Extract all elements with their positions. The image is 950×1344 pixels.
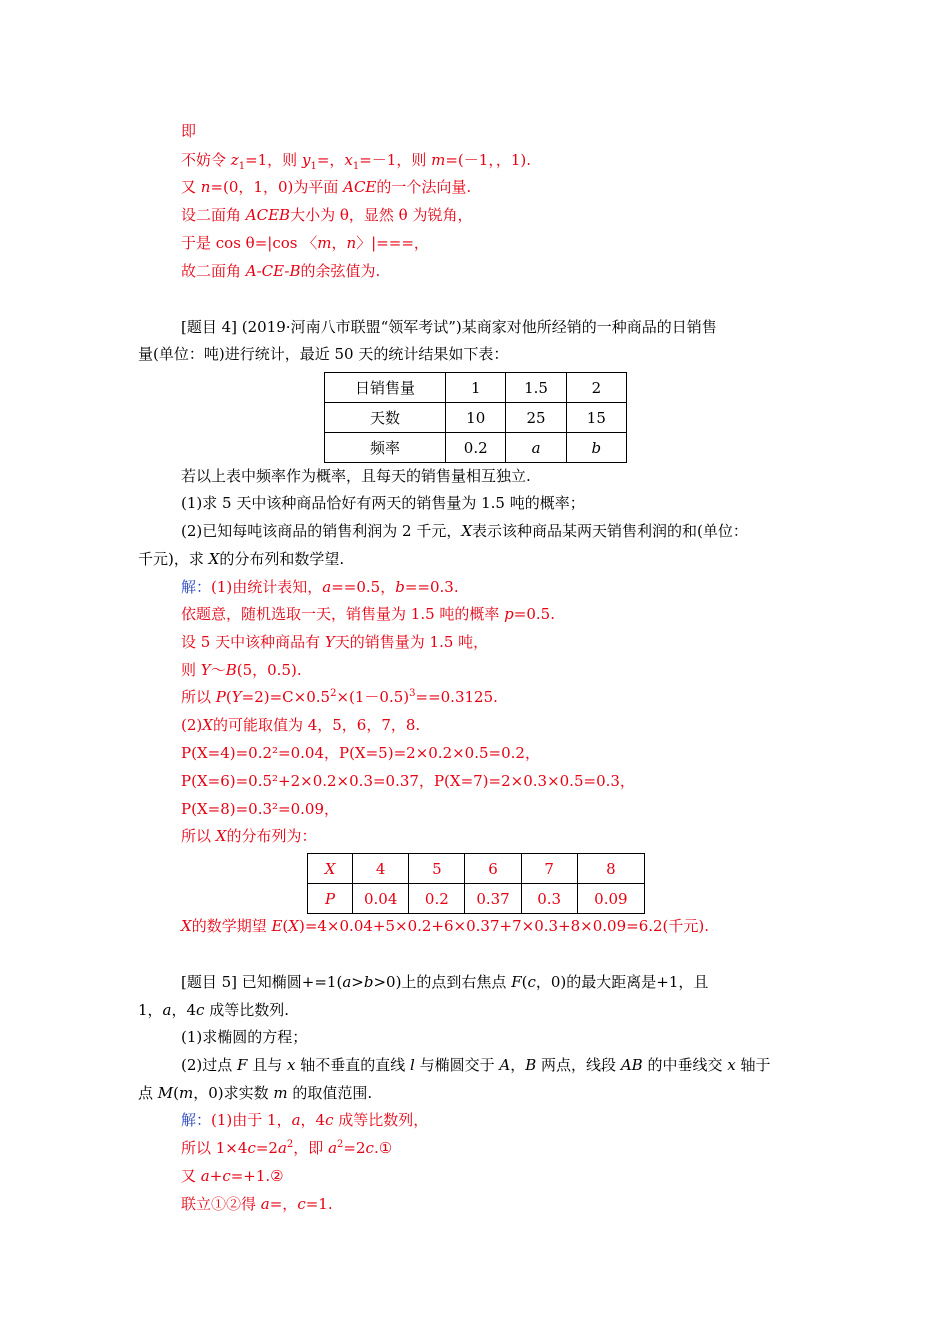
- solution-line: 又 a+c=+1.②: [181, 1167, 284, 1185]
- table-cell: 1.5: [506, 373, 566, 403]
- question-part: (1)求椭圆的方程；: [181, 1028, 308, 1046]
- table-cell: 0.2: [446, 433, 506, 463]
- solution-line: P(X=8)=0.3²=0.09，: [181, 800, 339, 818]
- table-cell: P: [308, 884, 353, 914]
- question-stem: 量(单位：吨)进行统计，最近 50 天的统计结果如下表：: [138, 345, 509, 363]
- table-cell: 0.3: [521, 884, 577, 914]
- question-part: (2)已知每吨该商品的销售利润为 2 千元，X表示该种商品某两天销售利润的和(单位：: [181, 522, 748, 540]
- solution-line: 不妨令 $z_1=1$，则 $y_1=$，$x_1=-1$，则 m=(－1，，1).: [181, 151, 531, 172]
- table-cell: 0.04: [353, 884, 409, 914]
- table-cell: 0.2: [409, 884, 465, 914]
- table-cell: X: [308, 854, 353, 884]
- solution-line: 所以 $P(Y=2)=C\times 0.5^2\times(1-0.5)^3==0.3125$.: [181, 688, 498, 706]
- solution-line: (2)X的可能取值为 4，5，6，7，8.: [181, 716, 421, 734]
- solution-line: 即: [181, 122, 197, 140]
- question-part: (2)过点 F 且与 x 轴不垂直的直线 l 与椭圆交于 A，B 两点，线段 AB 的中垂线交 x 轴于: [181, 1056, 771, 1074]
- solution-line: P(X=4)=0.2²=0.04，P(X=5)=2×0.2×0.5=0.2，: [181, 744, 540, 762]
- solution-line: X的数学期望 E(X)=4×0.04+5×0.2+6×0.37+7×0.3+8×0.09=6.2(千元).: [181, 917, 710, 935]
- table-cell: a: [506, 433, 566, 463]
- solution-line: 设二面角 ACEB大小为 θ，显然 θ 为锐角，: [181, 206, 473, 224]
- solution-line: 设 5 天中该种商品有 Y天的销售量为 1.5 吨，: [181, 633, 489, 651]
- question-part: 千元)，求 X的分布列和数学望.: [138, 550, 345, 568]
- solution-line: 故二面角 A-CE-B的余弦值为.: [181, 262, 381, 280]
- table-cell: 天数: [325, 403, 446, 433]
- solution-line: 于是 cos θ=|cos 〈m，n〉|===，: [181, 234, 429, 252]
- solution-line: 解：(1)由于 1，a，4c 成等比数列，: [181, 1111, 429, 1129]
- table-cell: 25: [506, 403, 566, 433]
- table-cell: b: [566, 433, 626, 463]
- solution-line: 所以 $1\times 4c=2a^2$，即 $a^2=2c.①$: [181, 1139, 393, 1157]
- question-stem: [题目 4] (2019·河南八市联盟“领军考试”)某商家对他所经销的一种商品的日销售: [181, 318, 717, 336]
- solution-line: P(X=6)=0.5²+2×0.2×0.3=0.37，P(X=7)=2×0.3×0.5=0.3，: [181, 772, 635, 790]
- table-cell: 5: [409, 854, 465, 884]
- solution-line: 所以 X的分布列为：: [181, 827, 317, 845]
- sales-table: [324, 372, 627, 463]
- table-cell: 1: [446, 373, 506, 403]
- solution-line: 则 Y～B(5，0.5).: [181, 661, 302, 679]
- solution-line: 联立①②得 a=，c=1.: [181, 1195, 333, 1213]
- table-row: [308, 884, 645, 914]
- table-row: [325, 433, 627, 463]
- table-cell: 7: [521, 854, 577, 884]
- table-cell: 2: [566, 373, 626, 403]
- table-cell: 0.37: [465, 884, 521, 914]
- table-row: [308, 854, 645, 884]
- table-cell: 15: [566, 403, 626, 433]
- table-row: [325, 373, 627, 403]
- table-cell: 日销售量: [325, 373, 446, 403]
- table-cell: 8: [577, 854, 644, 884]
- table-cell: 0.09: [577, 884, 644, 914]
- table-cell: 频率: [325, 433, 446, 463]
- table-row: [325, 403, 627, 433]
- distribution-table: [307, 853, 645, 914]
- solution-label: 解：: [181, 1111, 212, 1129]
- solution-line: 解：(1)由统计表知，a==0.5，b==0.3.: [181, 578, 459, 596]
- solution-line: 依题意，随机选取一天，销售量为 1.5 吨的概率 p=0.5.: [181, 605, 555, 623]
- question-text: 若以上表中频率作为概率，且每天的销售量相互独立.: [181, 467, 531, 485]
- table-cell: 4: [353, 854, 409, 884]
- solution-label: 解：: [181, 578, 212, 596]
- question-stem: [题目 5] 已知椭圆+=1(a>b>0)上的点到右焦点 F(c，0)的最大距离是+1，且: [181, 973, 709, 991]
- table-cell: 10: [446, 403, 506, 433]
- question-stem: 1，a，4c 成等比数列.: [138, 1001, 289, 1019]
- solution-line: 又 n=(0，1，0)为平面 ACE的一个法向量.: [181, 178, 472, 196]
- table-cell: 6: [465, 854, 521, 884]
- question-part: (1)求 5 天中该种商品恰好有两天的销售量为 1.5 吨的概率；: [181, 494, 585, 512]
- question-part: 点 M(m，0)求实数 m 的取值范围.: [138, 1084, 373, 1102]
